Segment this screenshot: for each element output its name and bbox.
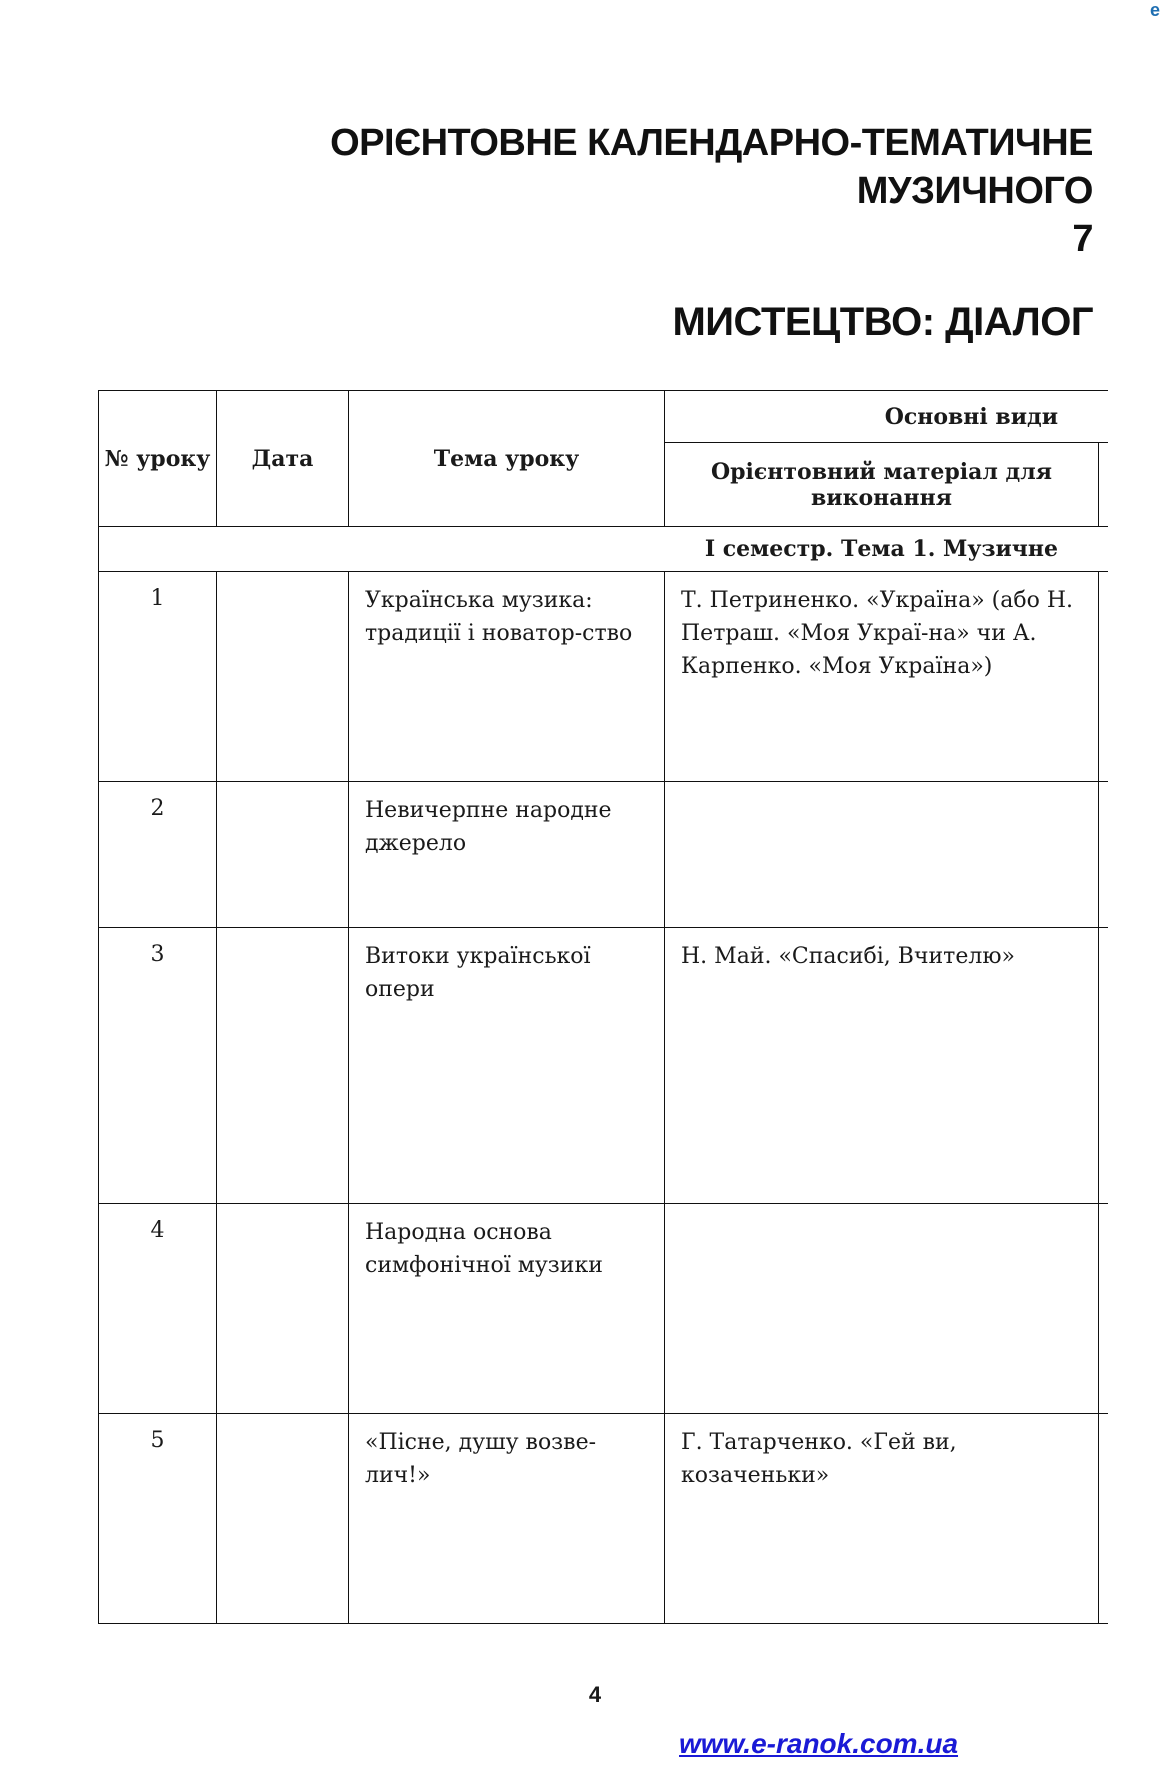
lesson-plan-table xyxy=(98,390,1108,1624)
lesson-topic: Невичерпне народне джерело xyxy=(349,782,665,928)
lesson-topic: Народна основа симфонічної музики xyxy=(349,1204,665,1414)
lesson-material: Т. Петриненко. «Україна» (або Н. Петраш. «Моя Украї-на» чи А. Карпенко. «Моя Україна») xyxy=(665,572,1099,782)
lesson-extra xyxy=(1099,1204,1109,1414)
lesson-date xyxy=(217,1414,349,1624)
lesson-topic: Українська музика: традиції і новатор-ство xyxy=(349,572,665,782)
header-main-activities: Основні види xyxy=(665,391,1109,443)
lesson-date xyxy=(217,782,349,928)
title-line-2: МУЗИЧНОГО xyxy=(856,170,1093,212)
lesson-material xyxy=(665,782,1099,928)
lesson-material xyxy=(665,1204,1099,1414)
lesson-extra xyxy=(1099,572,1109,782)
header-date: Дата xyxy=(217,391,349,527)
header-next-column xyxy=(1099,443,1109,527)
lesson-date xyxy=(217,572,349,782)
header-material: Орієнтовний матеріал для виконання xyxy=(665,443,1099,527)
lesson-number: 4 xyxy=(99,1204,217,1414)
lesson-number: 5 xyxy=(99,1414,217,1624)
lesson-number: 2 xyxy=(99,782,217,928)
lesson-number: 3 xyxy=(99,928,217,1204)
table-row xyxy=(99,1204,1109,1414)
lesson-plan-table-wrap xyxy=(98,390,1108,1630)
header-number: № уроку xyxy=(99,391,217,527)
lesson-extra xyxy=(1099,782,1109,928)
lesson-material: Г. Татарченко. «Гей ви, козаченьки» xyxy=(665,1414,1099,1624)
page-number: 4 xyxy=(588,1682,602,1707)
table-row xyxy=(99,928,1109,1204)
lesson-date xyxy=(217,1204,349,1414)
lesson-topic: Витоки української опери xyxy=(349,928,665,1204)
header-topic: Тема уроку xyxy=(349,391,665,527)
lesson-date xyxy=(217,928,349,1204)
lesson-topic: «Пісне, душу возве-лич!» xyxy=(349,1414,665,1624)
corner-logo-mark: e xyxy=(1150,0,1161,20)
table-row xyxy=(99,1414,1109,1624)
table-row xyxy=(99,782,1109,928)
title-line-4: МИСТЕЦТВО: ДІАЛОГ xyxy=(672,300,1093,344)
lesson-extra xyxy=(1099,928,1109,1204)
table-row xyxy=(99,572,1109,782)
semester-heading: I семестр. Тема 1. Музичне xyxy=(99,527,1109,572)
title-line-1: ОРІЄНТОВНЕ КАЛЕНДАРНО-ТЕМАТИЧНЕ xyxy=(330,122,1093,164)
publisher-website-link[interactable]: www.e-ranok.com.ua xyxy=(679,1728,959,1759)
title-line-3: 7 xyxy=(1072,218,1093,260)
lesson-material: Н. Май. «Спасибі, Вчителю» xyxy=(665,928,1099,1204)
lesson-extra xyxy=(1099,1414,1109,1624)
lesson-number: 1 xyxy=(99,572,217,782)
